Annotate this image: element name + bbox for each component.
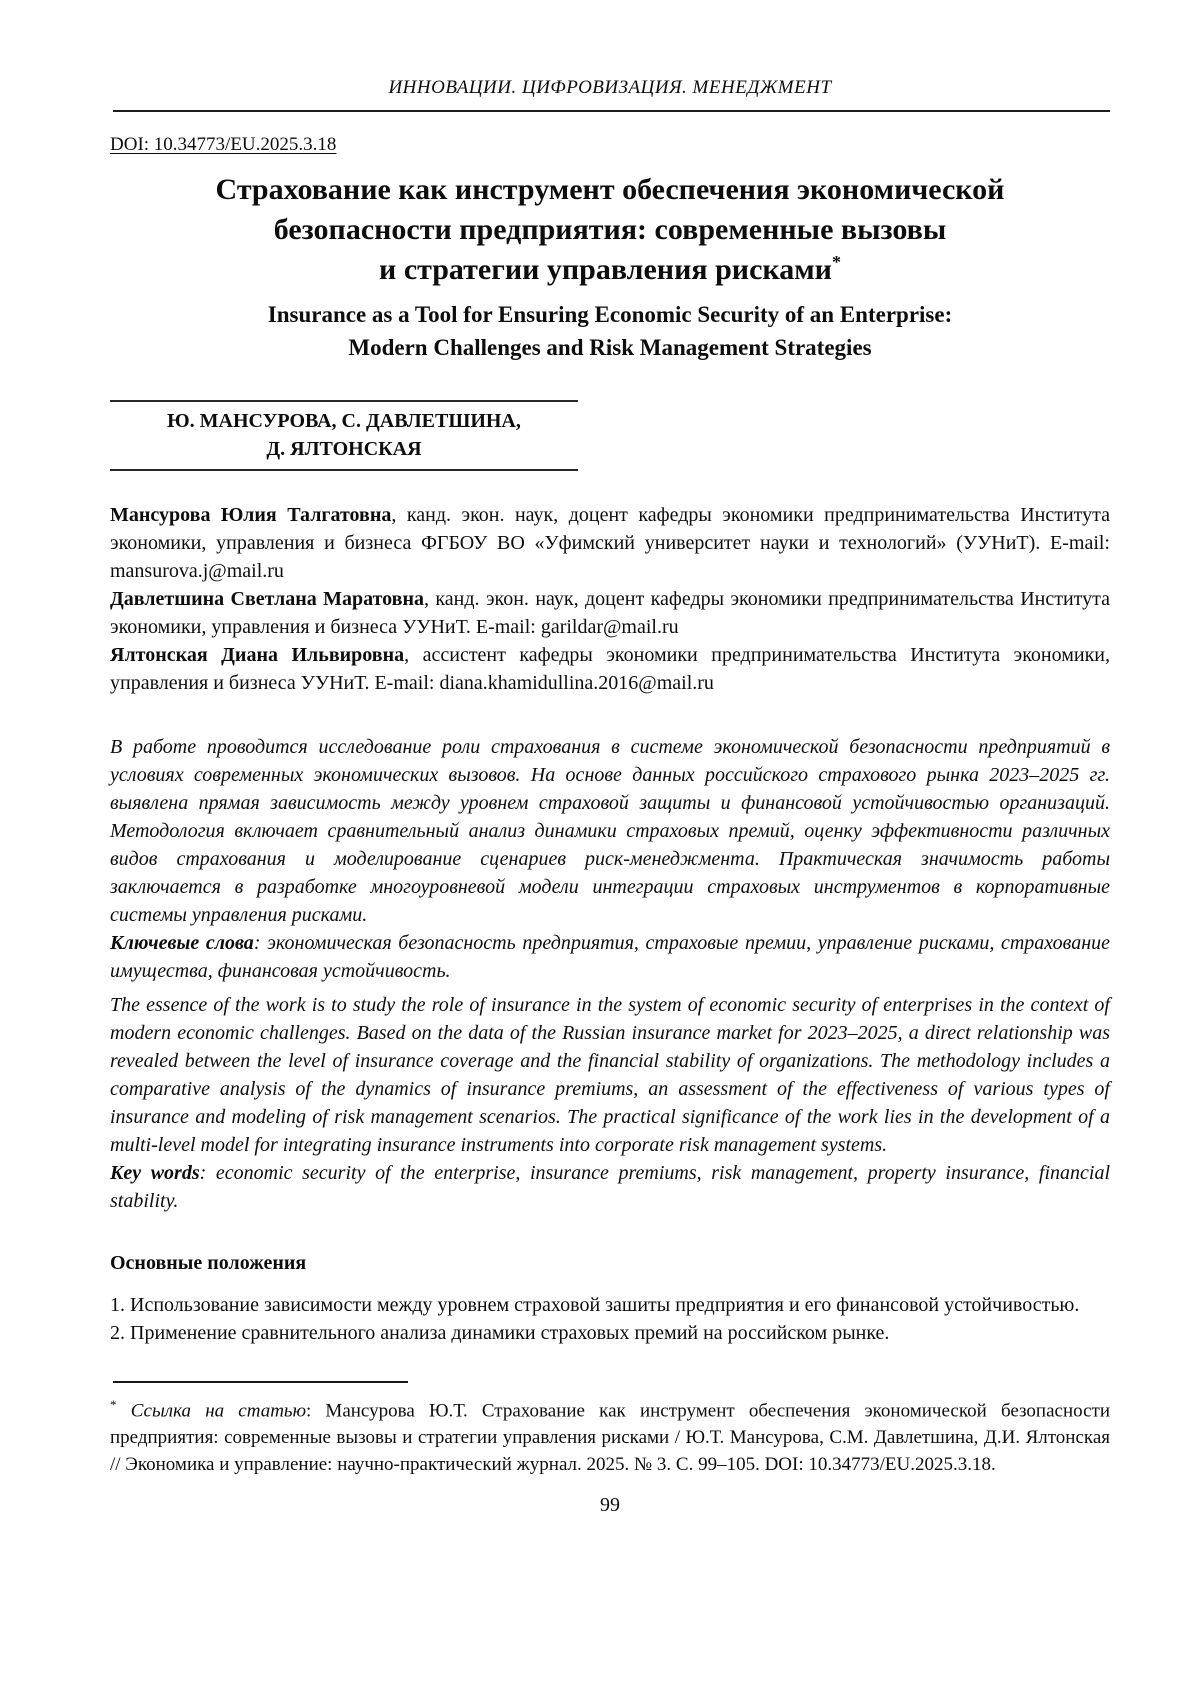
article-title-en: [110, 298, 1110, 364]
footnote: [110, 1391, 1110, 1478]
author-bio-text: , канд. экон. наук, доцент кафедры экономики предпринимательства Института экономики, управления и бизнеса ФГБОУ ВО «Уфимский университет науки и технологий» (УУНиТ). E-mail: mansurova.j@mail.ru: [110, 504, 1110, 582]
authors-line-2: Д. ЯЛТОНСКАЯ: [266, 438, 422, 460]
keywords-ru-label: Ключевые слова: [110, 932, 254, 954]
author-bio: [110, 585, 1110, 641]
doi-text: DOI: 10.34773/EU.2025.3.18: [110, 134, 337, 155]
highlights-heading: Основные положения: [110, 1252, 307, 1274]
footnote-label: Ссылка на статью: [130, 1400, 306, 1422]
header-rule: [113, 110, 1110, 112]
doi-line: [110, 134, 1110, 156]
running-head: ИННОВАЦИИ. ЦИФРОВИЗАЦИЯ. МЕНЕДЖМЕНТ: [388, 77, 832, 98]
title-en-line-1: Insurance as a Tool for Ensuring Economic Security of an Enterprise:: [267, 302, 953, 327]
title-ru-line-3: и стратегии управления рисками: [379, 253, 832, 286]
abstract-en: The essence of the work is to study the role of insurance in the system of economic security of enterprises in the context of modern economic challenges. Based on the data of the Russian insurance market for 2023–2025, a direct relationship was revealed between the level of insurance coverage and the financial stability of organizations. The methodology includes a comparative analysis of the dynamics of insurance premiums, an assessment of the effectiveness of various types of insurance and modeling of risk management scenarios. The practical significance of the work lies in the development of a multi-level model for integrating insurance instruments into corporate risk management systems.: [110, 994, 1110, 1156]
article-title-ru: [110, 170, 1110, 290]
keywords-en-text: : economic security of the enterprise, insurance premiums, risk management, property insurance, financial stability.: [110, 1162, 1111, 1212]
page-number: 99: [600, 1494, 620, 1517]
author-name: Мансурова Юлия Талгатовна: [110, 504, 392, 526]
title-ru-line-1: Страхование как инструмент обеспечения экономической: [215, 173, 1005, 206]
footnote-block: [110, 1381, 1110, 1517]
highlight-item: 1. Использование зависимости между уровнем страховой зашиты предприятия и его финансовой устойчивостью.: [110, 1294, 1080, 1316]
author-bio: [110, 501, 1110, 585]
keywords-en-label: Key words: [110, 1162, 200, 1184]
author-name: Давлетшина Светлана Маратовна: [110, 588, 424, 610]
page-content: [110, 76, 1110, 1517]
footnote-separator: [113, 1381, 408, 1383]
author-bios: [110, 501, 1110, 697]
keywords-ru: [110, 929, 1110, 985]
title-en-line-2: Modern Challenges and Risk Management Strategies: [348, 335, 872, 360]
highlight-item: 2. Применение сравнительного анализа динамики страховых премий на российском рынке.: [110, 1322, 890, 1344]
title-ru-line-2: безопасности предприятия: современные вызовы: [273, 213, 947, 246]
authors-line-1: Ю. МАНСУРОВА, С. ДАВЛЕТШИНА,: [167, 410, 521, 432]
footnote-marker: *: [110, 1397, 117, 1412]
footnote-text: : Мансурова Ю.Т. Страхование как инструмент обеспечения экономической безопасности предприятия: современные вызовы и стратегии управления рисками / Ю.Т. Мансурова, С.М. Давлетшина, Д.И. Ялтонская // Экономика и управление: научно-практический журнал. 2025. № 3. С. 99–105. DOI: 10.34773/EU.2025.3.18.: [110, 1400, 1111, 1476]
keywords-en: [110, 1159, 1110, 1215]
author-bio-text: , канд. экон. наук, доцент кафедры экономики предпринимательства Института экономики, управления и бизнеса УУНиТ. E-mail: garildar@mail.ru: [110, 588, 1110, 638]
abstract-ru: В работе проводится исследование роли страхования в системе экономической безопасности предприятий в условиях современных экономических вызовов. На основе данных российского страхового рынка 2023–2025 гг. выявлена прямая зависимость между уровнем страховой защиты и финансовой устойчивостью организаций. Методология включает сравнительный анализ динамики страховых премий, оценку эффективности различных видов страхования и моделирование сценариев риск-менеджмента. Практическая значимость работы заключается в разработке многоуровневой модели интеграции страховых инструментов в корпоративные системы управления рисками.: [110, 736, 1110, 926]
author-bio-text: , ассистент кафедры экономики предпринимательства Института экономики, управления и бизнеса УУНиТ. E-mail: diana.khamidullina.2016@mail.ru: [110, 644, 1110, 694]
author-bio: [110, 641, 1110, 697]
authors-box: [110, 400, 578, 471]
keywords-ru-text: : экономическая безопасность предприятия, страховые премии, управление рисками, страхование имущества, финансовая устойчивость.: [110, 932, 1110, 982]
highlights-list: [110, 1291, 1110, 1347]
author-name: Ялтонская Диана Ильвировна: [110, 644, 405, 666]
title-footnote-marker: *: [831, 252, 841, 272]
